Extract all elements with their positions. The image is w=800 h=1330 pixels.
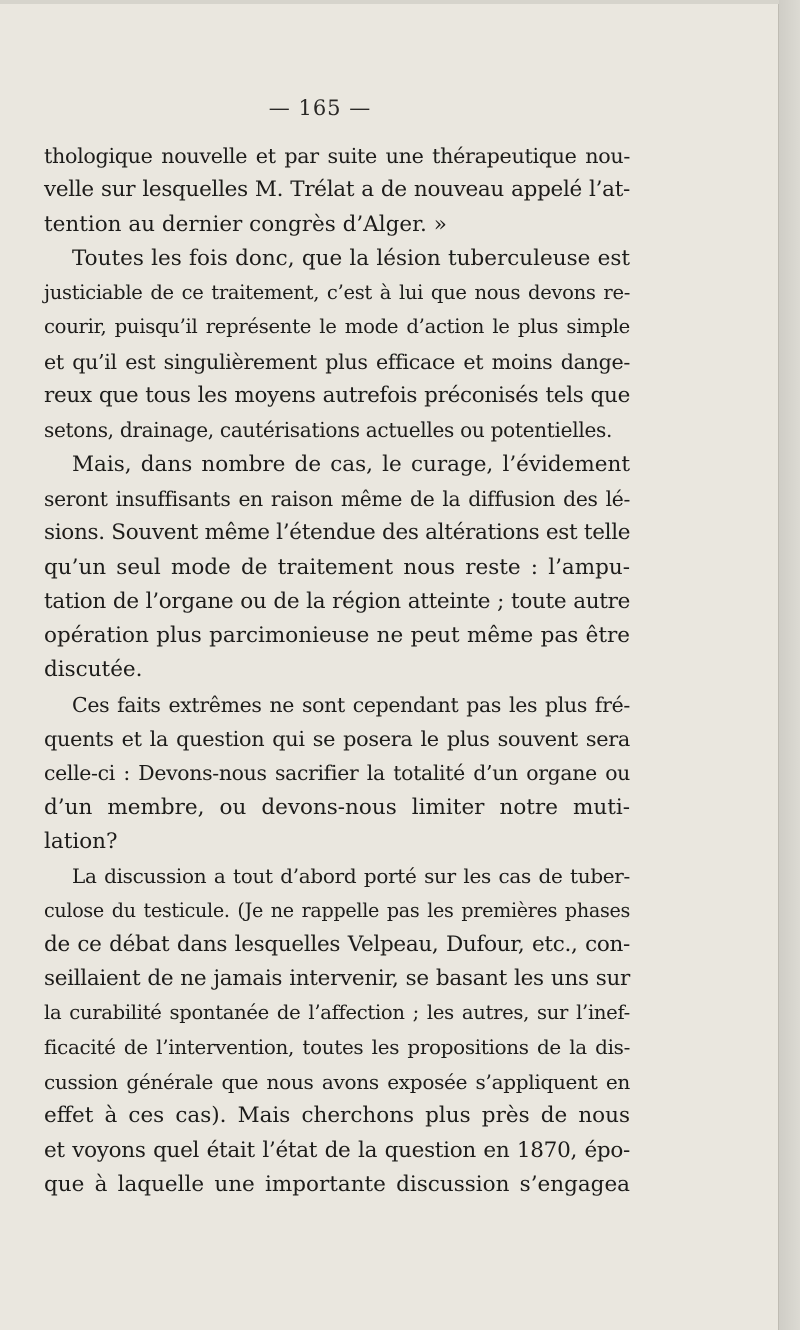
text-line: justiciable de ce traitement, c’est à lui que nous devons re- [44, 281, 630, 305]
page-edge [779, 0, 800, 1330]
text-line: et qu’il est singulièrement plus efficace et moins dange- [44, 349, 630, 374]
text-line: seront insuffisants en raison même de la diffusion des lé- [44, 486, 630, 511]
text-line: la curabilité spontanée de l’affection ; les autres, sur l’inef- [44, 1001, 630, 1025]
text-line: Ces faits extrêmes ne sont cependant pas les plus fré- [72, 692, 630, 717]
text-line: ficacité de l’intervention, toutes les propositions de la dis- [44, 1035, 630, 1059]
text-line: effet à ces cas). Mais cherchons plus près de nous [44, 1103, 630, 1129]
page-number: — 165 — [268, 96, 372, 120]
text-line: courir, puisqu’il représente le mode d’action le plus simple [44, 315, 630, 339]
text-line: discutée. [44, 657, 143, 683]
text-line: que à laquelle une importante discussion s’engagea [44, 1171, 630, 1197]
text-line: tention au dernier congrès d’Alger. » [44, 211, 447, 237]
text-line: lation? [44, 828, 118, 854]
text-line: de ce débat dans lesquelles Velpeau, Dufour, etc., con- [44, 931, 630, 957]
text-line: celle-ci : Devons-nous sacrifier la totalité d’un organe ou [44, 761, 630, 786]
text-line: Toutes les fois donc, que la lésion tuberculeuse est [72, 245, 630, 271]
text-line: opération plus parcimonieuse ne peut même pas être [44, 623, 630, 649]
text-line: thologique nouvelle et par suite une thérapeutique nou- [44, 144, 630, 168]
text-line: reux que tous les moyens autrefois préconisés tels que [44, 383, 630, 409]
body-text [44, 139, 630, 1202]
text-line: cussion générale que nous avons exposée s’appliquent en [44, 1070, 630, 1095]
text-line: velle sur lesquelles M. Trélat a de nouveau appelé l’at- [44, 177, 630, 203]
text-line: et voyons quel était l’état de la question en 1870, épo- [44, 1137, 630, 1163]
text-line: tation de l’organe ou de la région atteinte ; toute autre [44, 588, 630, 614]
text-line: qu’un seul mode de traitement nous reste : l’ampu- [44, 554, 630, 580]
text-line: Mais, dans nombre de cas, le curage, l’évidement [72, 451, 630, 477]
text-line: quents et la question qui se posera le plus souvent sera [44, 727, 630, 752]
text-line: culose du testicule. (Je ne rappelle pas les premières phases [44, 898, 630, 922]
text-line: setons, drainage, cautérisations actuelles ou potentielles. [44, 418, 613, 443]
text-line: d’un membre, ou devons-nous limiter notre muti- [44, 794, 630, 820]
text-line: sions. Souvent même l’étendue des altérations est telle [44, 520, 631, 546]
text-line: La discussion a tout d’abord porté sur les cas de tuber- [72, 864, 630, 889]
text-line: seillaient de ne jamais intervenir, se basant les uns sur [44, 966, 630, 992]
